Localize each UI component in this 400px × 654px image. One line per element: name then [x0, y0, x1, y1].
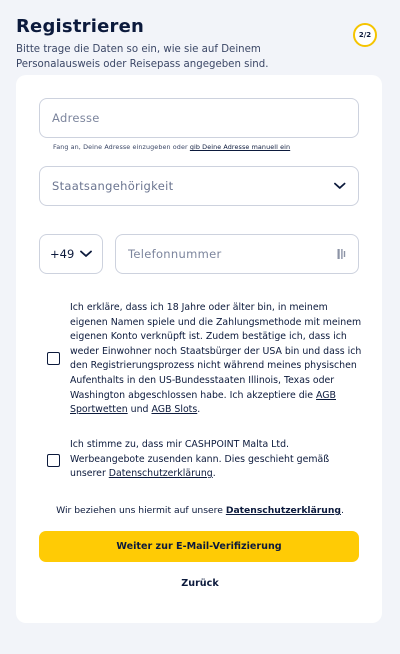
back-button[interactable]: Zurück	[150, 574, 250, 592]
phone-prefix-select[interactable]	[39, 234, 103, 274]
age-consent-body: Ich erkläre, dass ich 18 Jahre oder älter bin, in meinem eigenen Namen spiele und die Zahlungsmethode mit meinem eigenen Konto verknüpft ist. Zudem bestätige ich, dass ich weder Einwohner noch Staatsbürger der USA bin und dass ich den Registrierungsprozess nicht während meines physischen Aufenthalts in den US-Bundesstaaten Illinois, Texas oder Washington abgeschlossen habe. Ich akzeptiere die	[70, 302, 362, 401]
chevron-down-icon	[334, 182, 346, 190]
marketing-consent-checkbox[interactable]	[47, 454, 60, 467]
page-title: Registrieren	[16, 16, 144, 37]
nationality-select[interactable]	[39, 166, 359, 206]
chevron-down-icon	[80, 250, 92, 258]
continue-email-verification-button[interactable]: Weiter zur E-Mail-Verifizierung	[39, 531, 359, 562]
address-hint-text: Fang an, Deine Adresse einzugeben oder	[53, 143, 190, 151]
marketing-consent-body: Ich stimme zu, dass mir CASHPOINT Malta Ltd. Werbeangebote zusenden kann. Dies geschieht gemäß unserer	[70, 439, 330, 480]
privacy-notice	[0, 505, 400, 516]
age-consent-end: .	[197, 404, 201, 416]
marketing-consent-end: .	[212, 468, 216, 480]
marketing-consent-text	[70, 438, 352, 482]
phone-field[interactable]	[115, 234, 359, 274]
address-input[interactable]	[52, 111, 346, 125]
page-subtitle: Bitte trage die Daten so ein, wie sie auf Deinem Personalausweis oder Reisepass angegeben sind.	[16, 44, 269, 70]
privacy-notice-end: .	[340, 505, 344, 516]
phone-input[interactable]	[128, 247, 337, 261]
age-consent-and: und	[127, 404, 152, 416]
nationality-placeholder: Staatsangehörigkeit	[52, 179, 174, 193]
terms-slots-link[interactable]: AGB Slots	[151, 404, 198, 416]
terms-sportsbetting-link[interactable]: AGB Sportwetten	[70, 389, 336, 416]
privacy-notice-text: Wir beziehen uns hiermit auf unsere	[56, 505, 226, 516]
marketing-privacy-link[interactable]: Datenschutzerklärung	[108, 468, 213, 480]
step-indicator: 2/2	[353, 23, 377, 47]
page-header	[16, 16, 346, 72]
phone-prefix-value: +49	[50, 247, 75, 261]
address-hint	[53, 143, 290, 151]
privacy-policy-link[interactable]: Datenschutzerklärung	[225, 505, 341, 516]
phone-contact-icon	[337, 248, 346, 260]
manual-address-link[interactable]: gib Deine Adresse manuell ein	[189, 143, 291, 151]
age-consent-text	[70, 301, 362, 418]
age-consent-checkbox[interactable]	[47, 352, 60, 365]
address-field[interactable]	[39, 98, 359, 138]
